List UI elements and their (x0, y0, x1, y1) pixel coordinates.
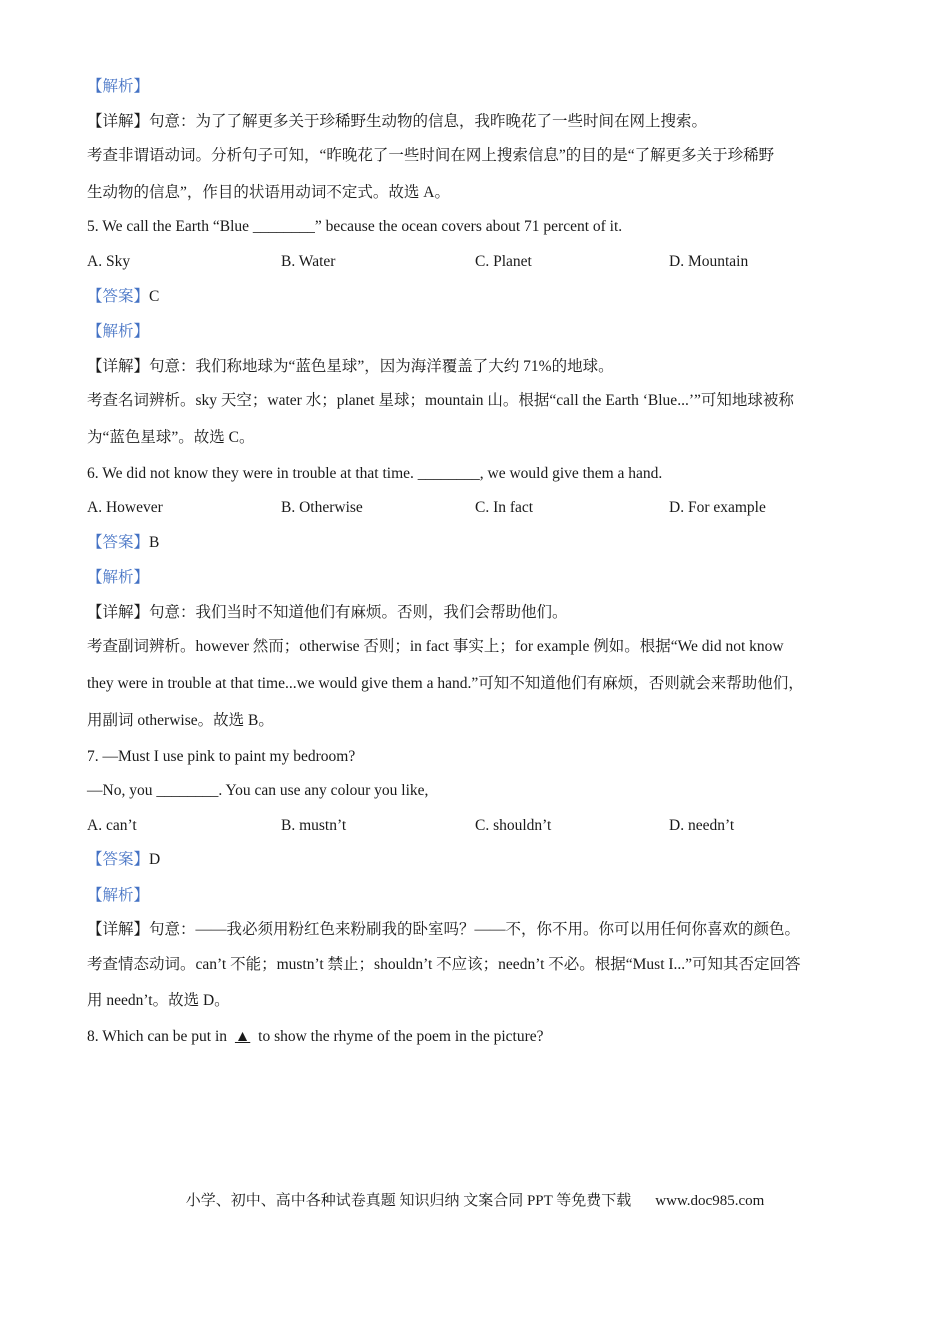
q6-option-d: D. For example (669, 499, 766, 516)
q7-option-d: D. needn’t (669, 817, 735, 834)
detail-text: 句意：我们当时不知道他们有麻烦。否则，我们会帮助他们。 (149, 604, 568, 621)
q6-option-a: A. However (87, 499, 163, 516)
q7-explanation: 考查情态动词。can’t 不能；mustn’t 禁止；shouldn’t 不应该；needn’t 不必。根据“Must I...”可知其否定回答 (87, 956, 801, 973)
analysis-tag: 【解析】 (87, 887, 150, 904)
q6-analysis-heading (87, 568, 149, 588)
detail-tag: 【详解】 (87, 604, 150, 621)
detail-text: 句意：——我必须用粉红色来粉刷我的卧室吗？——不，你不用。你可以用任何你喜欢的颜色。 (149, 921, 801, 938)
q5-explanation: 考查名词辨析。sky 天空；water 水；planet 星球；mountain 山。根据“call the Earth ‘Blue...’”可知地球被称 (87, 392, 794, 409)
analysis-heading (87, 77, 149, 97)
q5-option-c: C. Planet (475, 253, 532, 270)
question-7-reply: —No, you ________. You can use any colour you like, (87, 782, 429, 799)
q7-answer (87, 850, 160, 870)
q5-option-a: A. Sky (87, 253, 131, 270)
answer-value: C (149, 288, 160, 305)
question-7-stem: 7. —Must I use pink to paint my bedroom? (87, 748, 356, 765)
q6-option-b: B. Otherwise (281, 499, 363, 516)
q5-explanation: 为“蓝色星球”。故选 C。 (87, 429, 255, 446)
detail-text: 句意：我们称地球为“蓝色星球”，因为海洋覆盖了大约 71%的地球。 (149, 358, 614, 375)
answer-tag: 【答案】 (87, 851, 150, 868)
q7-analysis-heading (87, 886, 149, 906)
q7-explanation: 用 needn’t。故选 D。 (87, 992, 230, 1009)
q7-option-c: C. shouldn’t (475, 817, 552, 834)
q6-detail (87, 603, 568, 623)
q7-option-a: A. can’t (87, 817, 137, 834)
answer-value: D (149, 851, 161, 868)
question-5-stem: 5. We call the Earth “Blue ________” because the ocean covers about 71 percent of it. (87, 218, 623, 235)
q5-option-d: D. Mountain (669, 253, 749, 270)
page-footer (0, 1191, 950, 1211)
q5-answer (87, 287, 159, 307)
q6-answer (87, 533, 159, 553)
explanation-line: 考查非谓语动词。分析句子可知，“昨晚花了一些时间在网上搜索信息”的目的是“了解更多关于珍稀野 (87, 147, 775, 164)
detail-tag: 【详解】 (87, 113, 150, 130)
answer-value: B (149, 534, 160, 551)
q5-analysis-heading (87, 322, 149, 342)
question-8-stem (87, 1027, 544, 1047)
explanation-line: 生动物的信息”，作目的状语用动词不定式。故选 A。 (87, 184, 450, 201)
answer-tag: 【答案】 (87, 288, 150, 305)
analysis-tag: 【解析】 (87, 78, 150, 95)
q5-option-b: B. Water (281, 253, 336, 270)
analysis-tag: 【解析】 (87, 323, 150, 340)
footer-text: 小学、初中、高中各种试卷真题 知识归纳 文案合同 PPT 等免费下载 (185, 1193, 632, 1209)
q6-explanation: they were in trouble at that time...we would give them a hand.”可知不知道他们有麻烦，否则就会来帮助他们， (87, 675, 804, 692)
q7-detail (87, 920, 800, 940)
q6-explanation: 考查副词辨析。however 然而；otherwise 否则；in fact 事实上；for example 例如。根据“We did not know (87, 638, 784, 655)
q7-option-b: B. mustn’t (281, 817, 347, 834)
q8-stem-before: 8. Which can be put in (87, 1028, 231, 1045)
question-6-stem: 6. We did not know they were in trouble at that time. ________, we would give them a hand. (87, 465, 663, 482)
detail-tag: 【详解】 (87, 921, 150, 938)
detail-text: 句意：为了了解更多关于珍稀野生动物的信息，我昨晚花了一些时间在网上搜索。 (149, 113, 708, 130)
detail-tag: 【详解】 (87, 358, 150, 375)
answer-tag: 【答案】 (87, 534, 150, 551)
q6-explanation: 用副词 otherwise。故选 B。 (87, 712, 274, 729)
q8-stem-after: to show the rhyme of the poem in the picture? (254, 1028, 544, 1045)
q8-blank-marker: ▲ (234, 1028, 251, 1045)
analysis-tag: 【解析】 (87, 569, 150, 586)
footer-url[interactable]: www.doc985.com (655, 1193, 765, 1209)
detail-line (87, 112, 707, 132)
q5-detail (87, 357, 614, 377)
q6-option-c: C. In fact (475, 499, 534, 516)
